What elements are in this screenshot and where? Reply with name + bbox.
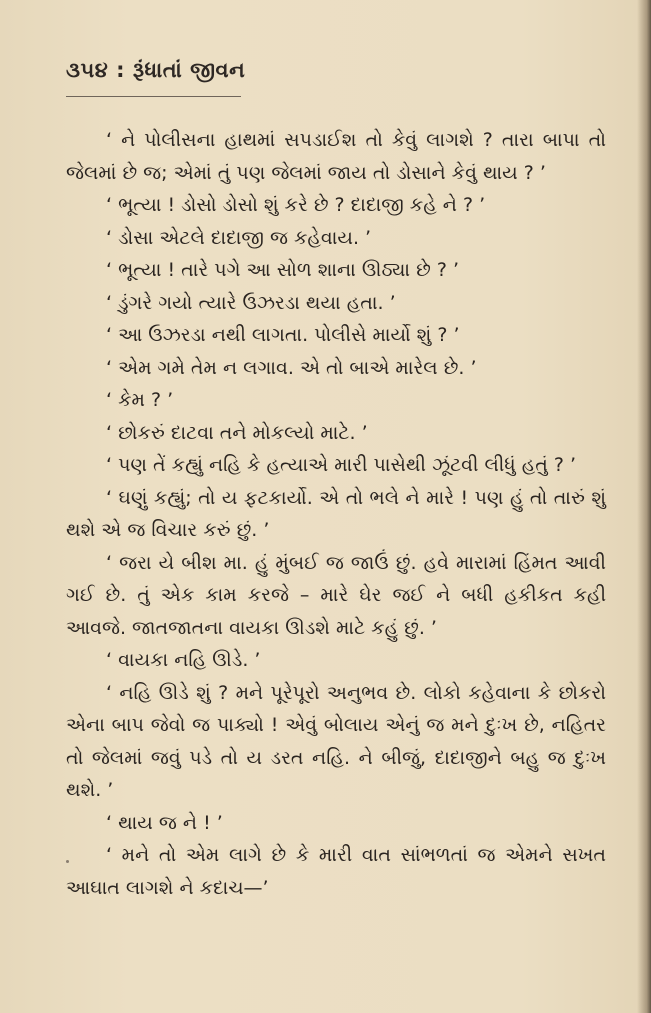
paragraph: ‘ કેમ ? ’ xyxy=(106,389,174,411)
page-edge-shadow xyxy=(637,0,651,1013)
paragraph: ‘ જરા યે બીશ મા. હું મુંબઈ જ જાઉં છું. હવે મારામાં હિંમત આવી ગઈ છે. તું એક કામ કરજે – મારે ઘેર જઈ ને બધી હકીકત કહી આવજે. જાતજાતના વાયકા ઊડશે માટે કહું છું. ’ xyxy=(66,551,606,639)
paragraph: ‘ એમ ગમે તેમ ન લગાવ. એ તો બાએ મારેલ છે. ’ xyxy=(106,356,477,379)
paragraph: ‘ મને તો એમ લાગે છે કે મારી વાત સાંભળતાં જ એમને સખત આઘાત લાગશે ને કદાચ—’ xyxy=(66,844,606,899)
paragraph: ‘ નહિ ઊડે શું ? મને પૂરેપૂરો અનુભવ છે. લોકો કહેવાના કે છોકરો એના બાપ જેવો જ પાક્યો ! એવું બોલાય એનું જ મને દુઃખ છે, નહિતર તો જેલમાં જવું પડે તો ય ડરત નહિ. ને બીજું, દાદાજીને બહુ જ દુઃખ થશે. ’ xyxy=(66,681,606,801)
paragraph: ‘ છોકરું દાટવા તને મોકલ્યો માટે. ’ xyxy=(106,421,368,444)
header-underline xyxy=(66,96,241,97)
paragraph: ‘ ડોસા એટલે દાદાજી જ કહેવાય. ’ xyxy=(106,226,372,249)
body-text xyxy=(66,124,606,904)
ink-speck xyxy=(66,860,69,863)
paragraph: ‘ પણ તેં કહ્યું નહિ કે હત્યાએ મારી પાસેથી ઝૂંટવી લીધું હતું ? ’ xyxy=(106,454,577,476)
paragraph: ‘ ભૂત્યા ! ડોસો ડોસો શું કરે છે ? દાદાજી કહે ને ? ’ xyxy=(106,194,486,216)
paragraph: ‘ ડુંગરે ગયો ત્યારે ઉઝરડા થયા હતા. ’ xyxy=(106,291,396,314)
page-header: ૩૫૪ : રૂંધાતાં જીવન xyxy=(66,58,246,82)
paragraph: ‘ ઘણું કહ્યું; તો ય ફટકાર્યો. એ તો ભલે ને મારે ! પણ હું તો તારું શું થશે એ જ વિચાર કરું છું. ’ xyxy=(66,486,606,541)
paragraph: ‘ આ ઉઝરડા નથી લાગતા. પોલીસે માર્યો શું ? ’ xyxy=(106,324,460,346)
paragraph: ‘ ને પોલીસના હાથમાં સપડાઈશ તો કેવું લાગશે ? તારા બાપા તો જેલમાં છે જ; એમાં તું પણ જેલમાં જાય તો ડોસાને કેવું થાય ? ’ xyxy=(66,129,606,184)
paragraph: ‘ વાયકા નહિ ઊડે. ’ xyxy=(106,649,261,671)
paragraph: ‘ થાય જ ને ! ’ xyxy=(106,811,223,834)
paragraph: ‘ ભૂત્યા ! તારે પગે આ સોળ શાના ઊઠ્યા છે ? ’ xyxy=(106,259,460,281)
